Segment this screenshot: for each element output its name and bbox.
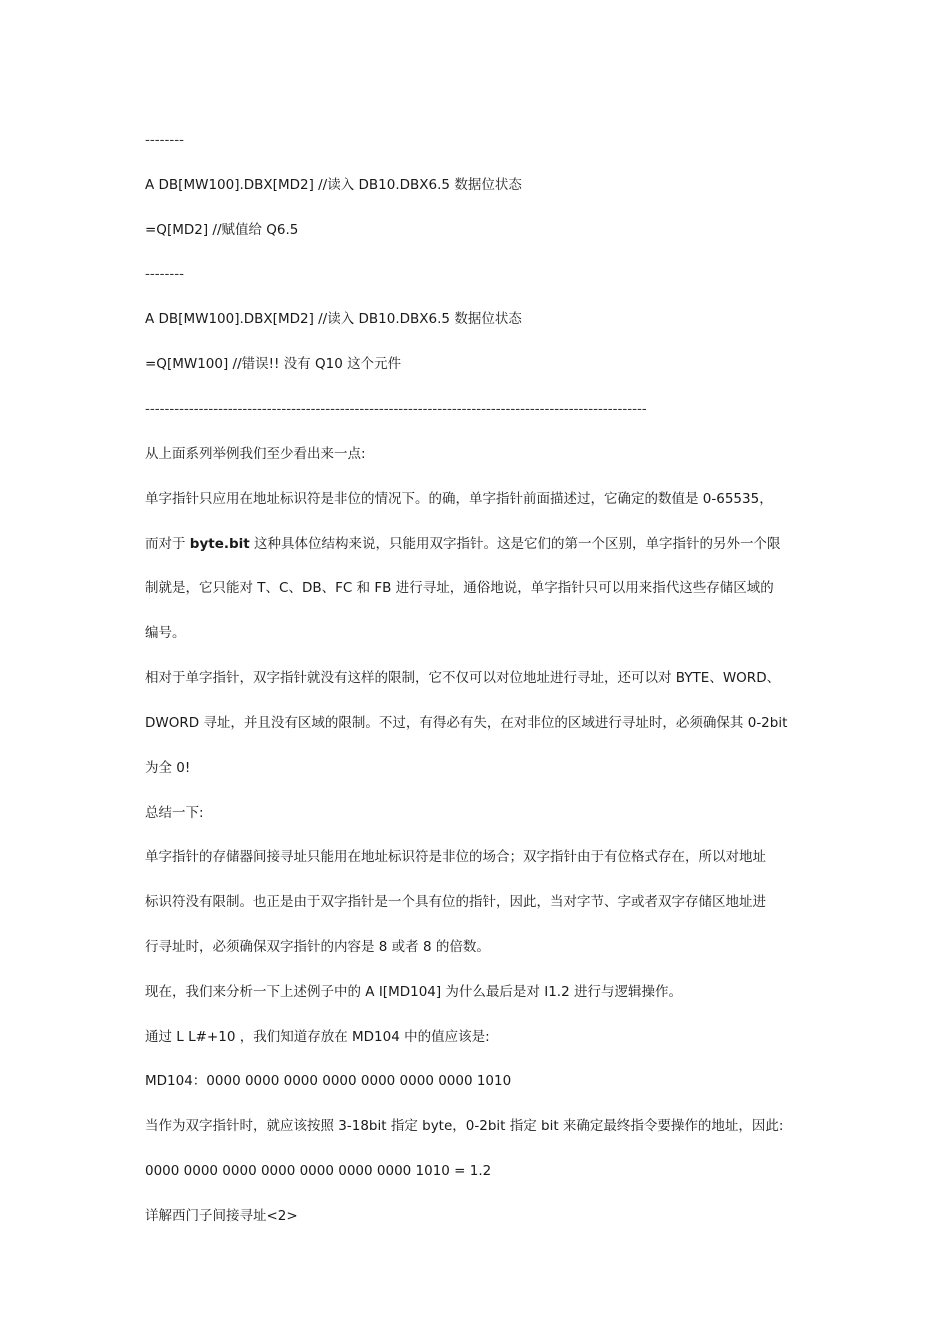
paragraph-line: 现在，我们来分析一下上述例子中的 A I[MD104] 为什么最后是对 I1.2 进行与逻辑操作。 — [145, 984, 682, 1000]
paragraph-line: 当作为双字指针时，就应该按照 3-18bit 指定 byte，0-2bit 指定 bit 来确定最终指令要操作的地址，因此: — [145, 1118, 784, 1134]
paragraph-line: DWORD 寻址，并且没有区域的限制。不过，有得必有失，在对非位的区域进行寻址时，必须确保其 0-2bit — [145, 715, 788, 731]
code-line: A DB[MW100].DBX[MD2] //读入 DB10.DBX6.5 数据位状态 — [145, 311, 522, 327]
paragraph-line: 行寻址时，必须确保双字指针的内容是 8 或者 8 的倍数。 — [145, 939, 490, 955]
separator-short: -------- — [145, 266, 184, 282]
code-line: 0000 0000 0000 0000 0000 0000 0000 1010 = 1.2 — [145, 1163, 492, 1179]
bold-term: byte.bit — [189, 536, 250, 552]
paragraph-line: 相对于单字指针，双字指针就没有这样的限制，它不仅可以对位地址进行寻址，还可以对 BYTE、WORD、 — [145, 670, 781, 686]
paragraph-line: 标识符没有限制。也正是由于双字指针是一个具有位的指针，因此，当对字节、字或者双字存储区地址进 — [145, 894, 766, 910]
separator-short: -------- — [145, 132, 184, 148]
paragraph-line: 为全 0! — [145, 760, 191, 776]
paragraph-line: 总结一下: — [145, 805, 204, 821]
paragraph-line: 从上面系列举例我们至少看出来一点: — [145, 446, 366, 462]
paragraph-line: 单字指针只应用在地址标识符是非位的情况下。的确，单字指针前面描述过，它确定的数值是 0-65535， — [145, 491, 773, 507]
text-segment: 而对于 — [145, 536, 190, 552]
code-line: =Q[MW100] //错误!! 没有 Q10 这个元件 — [145, 356, 402, 372]
code-line: =Q[MD2] //赋值给 Q6.5 — [145, 222, 299, 238]
paragraph-line — [145, 535, 781, 553]
code-line: A DB[MW100].DBX[MD2] //读入 DB10.DBX6.5 数据位状态 — [145, 177, 522, 193]
paragraph-line: 单字指针的存储器间接寻址只能用在地址标识符是非位的场合；双字指针由于有位格式存在，所以对地址 — [145, 849, 766, 865]
paragraph-line: 通过 L L#+10 ，我们知道存放在 MD104 中的值应该是: — [145, 1029, 490, 1045]
paragraph-line: 编号。 — [145, 625, 186, 641]
paragraph-line: 制就是，它只能对 T、C、DB、FC 和 FB 进行寻址，通俗地说，单字指针只可以用来指代这些存储区域的 — [145, 580, 774, 596]
separator-long: ------------------------------------------------------------------------------------------------------- — [145, 401, 647, 417]
code-line: MD104：0000 0000 0000 0000 0000 0000 0000 1010 — [145, 1073, 512, 1089]
section-heading: 详解西门子间接寻址<2> — [145, 1208, 298, 1224]
text-segment: 这种具体位结构来说，只能用双字指针。这是它们的第一个区别，单字指针的另外一个限 — [249, 536, 781, 552]
